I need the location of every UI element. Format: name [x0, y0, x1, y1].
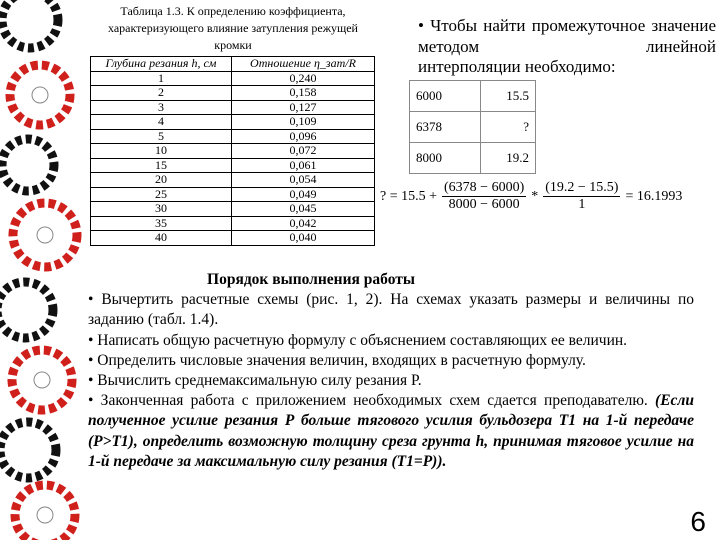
page-number: 6	[690, 506, 706, 537]
step-text: • Законченная работа с приложением необходимых схем сдается преподавателю.	[88, 392, 648, 410]
table-row	[410, 112, 536, 143]
procedure-section	[88, 270, 694, 472]
cell: 3	[91, 100, 232, 115]
cell: 0,049	[232, 187, 375, 202]
cell: 0,240	[232, 71, 375, 86]
interpolation-table	[409, 80, 536, 174]
step: • Написать общую расчетную формулу с объяснением составляющих ее величин.	[88, 331, 628, 349]
section-title: Порядок выполнения работы	[207, 271, 415, 288]
cell: 0,072	[232, 144, 375, 159]
table-caption: Таблица 1.3. К определению коэффициента, характеризующего влияние затупления режущей кромки	[108, 4, 358, 52]
cell: 6000	[410, 81, 481, 112]
formula-lhs: ? = 15.5 +	[380, 188, 438, 204]
step	[88, 391, 694, 472]
fraction-1	[442, 180, 526, 213]
step-note: (Если полученное усилие резания Р больше тягового усилия бульдозера Т1 на 1-й передаче (Р>Т1), определить возможную толщину среза грунта h, принимая тяговое усилие на 1-й передаче за максимальную силу резания (Т1=Р)).	[88, 392, 694, 470]
table-row	[91, 158, 375, 173]
cell: 0,158	[232, 86, 375, 101]
cell: 8000	[410, 143, 481, 174]
cell: 30	[91, 202, 232, 217]
denominator: 1	[578, 197, 586, 212]
cell: 0,096	[232, 129, 375, 144]
table-row	[91, 86, 375, 101]
cell: 20	[91, 173, 232, 188]
cell: 0,040	[232, 231, 375, 246]
coefficient-table	[90, 56, 375, 246]
cell: 0,109	[232, 115, 375, 130]
cell: 0,061	[232, 158, 375, 173]
table-row	[91, 202, 375, 217]
numerator: (6378 − 6000)	[444, 180, 525, 195]
table-row	[91, 187, 375, 202]
formula-op: *	[531, 188, 539, 204]
cell: 25	[91, 187, 232, 202]
formula-result: = 16.1993	[625, 188, 683, 204]
cell: 5	[91, 129, 232, 144]
table-row	[91, 144, 375, 159]
cell: 0,054	[232, 173, 375, 188]
interpolation-formula	[380, 180, 682, 213]
cell: 10	[91, 144, 232, 159]
cell: ?	[481, 112, 536, 143]
table-row	[91, 115, 375, 130]
intro-text-2: интерполяции необходимо:	[418, 57, 616, 76]
table-row	[91, 71, 375, 86]
header-depth: Глубина резания h, см	[91, 57, 232, 72]
table-row	[91, 231, 375, 246]
step: • Вычертить расчетные схемы (рис. 1, 2). На схемах указать размеры и величины по заданию (табл. 1.4).	[88, 291, 694, 329]
cell: 0,045	[232, 202, 375, 217]
cell: 15	[91, 158, 232, 173]
cell: 1	[91, 71, 232, 86]
header-ratio: Отношение η_зат/R	[232, 57, 375, 72]
fraction-2	[543, 180, 620, 213]
intro-text: • Чтобы найти промежуточное значение методом линейной	[418, 16, 716, 56]
step: • Вычислить среднемаксимальную силу резания Р.	[88, 372, 422, 390]
table-row	[91, 100, 375, 115]
numerator: (19.2 − 15.5)	[545, 180, 619, 195]
cell: 2	[91, 86, 232, 101]
cell: 0,042	[232, 216, 375, 231]
table-row	[410, 81, 536, 112]
denominator: 8000 − 6000	[448, 197, 520, 212]
cell: 19.2	[481, 143, 536, 174]
cell: 35	[91, 216, 232, 231]
cell: 15.5	[481, 81, 536, 112]
cell: 6378	[410, 112, 481, 143]
step: • Определить числовые значения величин, входящих в расчетную формулу.	[88, 351, 586, 369]
cell: 0,127	[232, 100, 375, 115]
table-row	[91, 129, 375, 144]
table-row	[91, 173, 375, 188]
cell: 4	[91, 115, 232, 130]
cell: 40	[91, 231, 232, 246]
table-row	[410, 143, 536, 174]
table-row	[91, 216, 375, 231]
